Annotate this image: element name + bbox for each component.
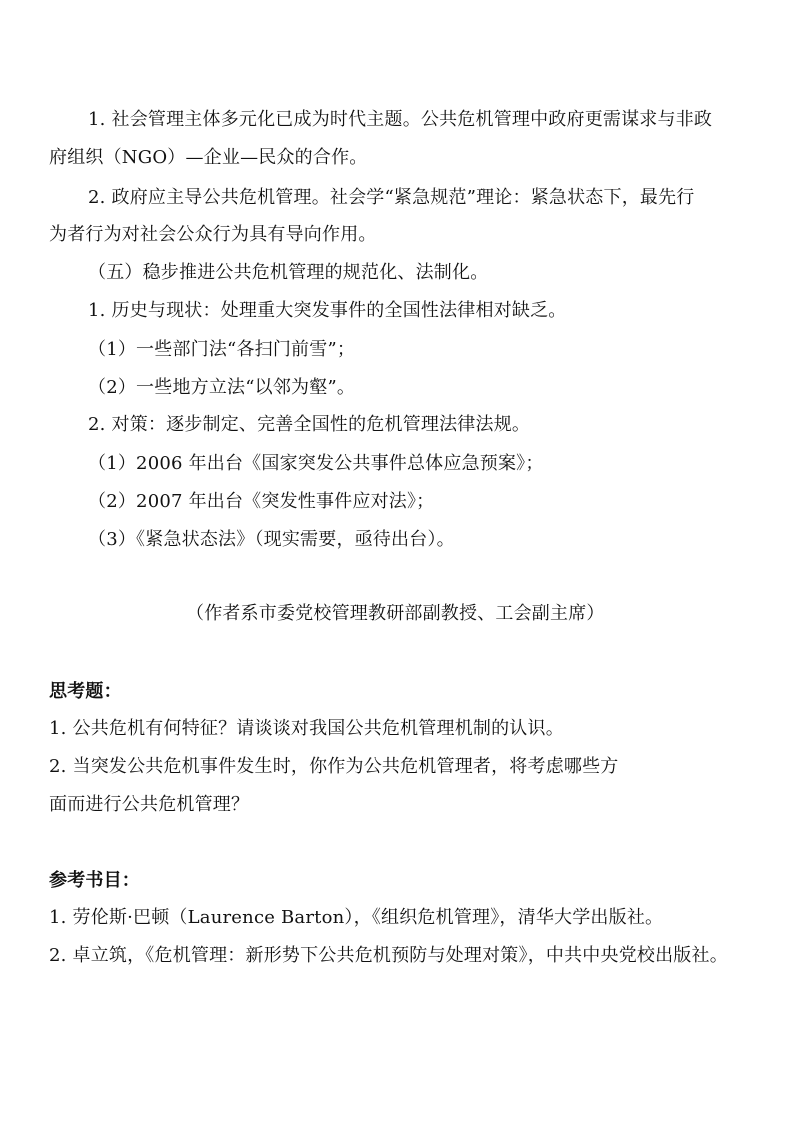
list-item-1-sub-2: （2）一些地方立法“以邻为壑”。 — [88, 377, 356, 398]
list-item-2-sub-1: （1）2006 年出台《国家突发公共事件总体应急预案》； — [88, 453, 544, 474]
paragraph-1-line-2: 府组织（NGO）—企业—民众的合作。 — [49, 147, 368, 168]
section-5-heading: （五）稳步推进公共危机管理的规范化、法制化。 — [88, 262, 489, 283]
list-item-2-sub-3: （3）《紧急状态法》（现实需要，亟待出台）。 — [88, 529, 455, 550]
reference-1: 1. 劳伦斯·巴顿（Laurence Barton），《组织危机管理》，清华大学出版社。 — [49, 907, 664, 928]
paragraph-1-line-1: 1. 社会管理主体多元化已成为时代主题。公共危机管理中政府更需谋求与非政 — [88, 109, 713, 130]
paragraph-2-line-1: 2. 政府应主导公共危机管理。社会学“紧急规范”理论：紧急状态下，最先行 — [88, 187, 695, 208]
list-item-2-sub-2: （2）2007 年出台《突发性事件应对法》； — [88, 491, 435, 512]
list-item-1: 1. 历史与现状：处理重大突发事件的全国性法律相对缺乏。 — [88, 300, 567, 321]
author-note: （作者系市委党校管理教研部副教授、工会副主席） — [186, 603, 605, 624]
reference-2: 2. 卓立筑，《危机管理：新形势下公共危机预防与处理对策》，中共中央党校出版社。 — [49, 945, 728, 966]
question-1: 1. 公共危机有何特征？请谈谈对我国公共危机管理机制的认识。 — [49, 718, 564, 739]
references-heading: 参考书目： — [49, 870, 140, 891]
list-item-2: 2. 对策：逐步制定、完善全国性的危机管理法律法规。 — [88, 414, 531, 435]
list-item-1-sub-1: （1）一些部门法“各扫门前雪”； — [88, 339, 356, 360]
paragraph-2-line-2: 为者行为对社会公众行为具有导向作用。 — [49, 224, 377, 245]
questions-heading: 思考题： — [49, 681, 122, 702]
question-2-line-2: 面而进行公共危机管理？ — [49, 794, 250, 815]
question-2-line-1: 2. 当突发公共危机事件发生时，你作为公共危机管理者，将考虑哪些方 — [49, 756, 619, 777]
